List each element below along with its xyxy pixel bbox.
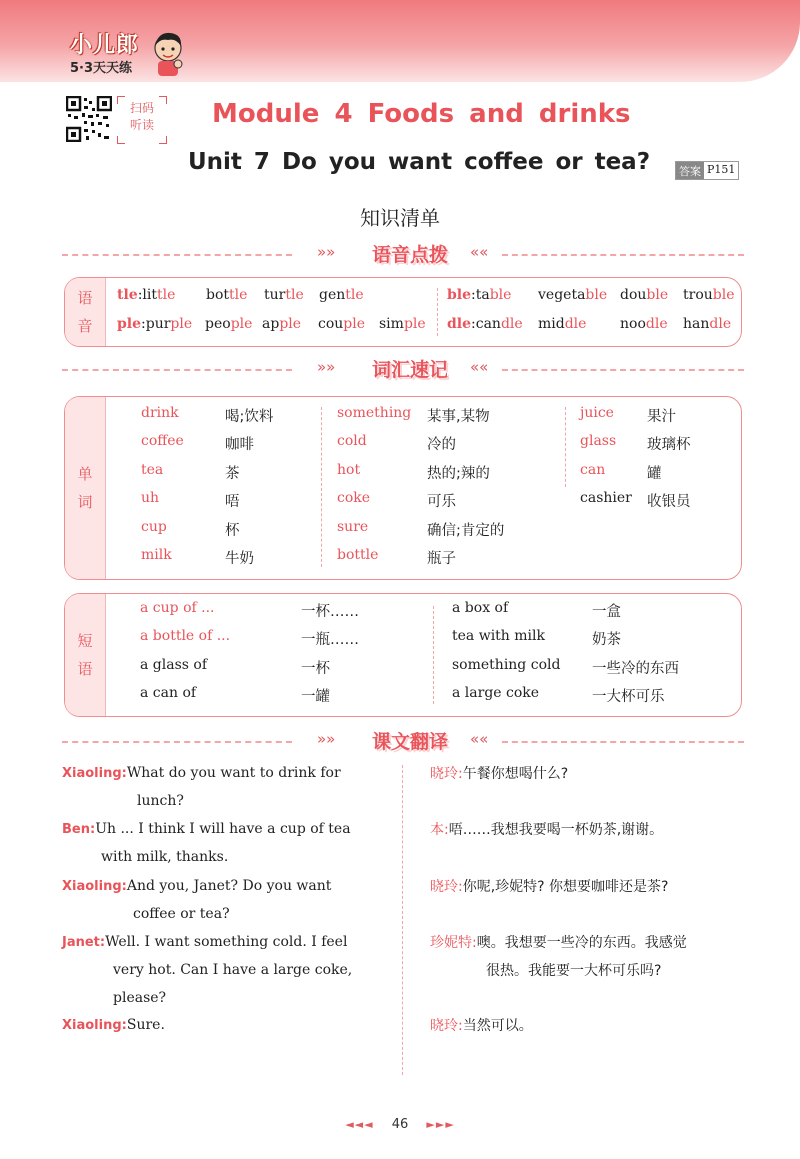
translation-divider: [62, 727, 744, 757]
vocab-word: can: [580, 461, 606, 478]
mascot-boy-icon: [148, 28, 188, 78]
dialogue-line-chinese: 本:唔……我想我要喝一杯奶茶,谢谢。: [430, 822, 664, 838]
phonics-word: gentle: [319, 287, 364, 303]
tab-char: 短: [77, 632, 93, 650]
vocab-word: glass: [580, 433, 617, 450]
section-title: 知识清单: [360, 206, 440, 230]
dialogue-text: 唔……我想我要喝一杯奶茶,谢谢。: [448, 822, 664, 838]
vocab-meaning: 茶: [225, 465, 240, 482]
speaker-name: Xiaoling: [62, 879, 122, 894]
dialogue-line-chinese: 很热。我能要一大杯可乐吗?: [486, 963, 662, 979]
phonics-rule-tle: tle:little: [117, 287, 176, 303]
phrase-chinese: 一些冷的东西: [592, 660, 679, 677]
vocab-meaning: 热的;辣的: [427, 465, 490, 482]
dialogue-text: 噢。我想要一些冷的东西。我感觉: [476, 935, 687, 951]
phrase-chinese: 奶茶: [592, 632, 621, 649]
vocab-meaning: 喝;饮料: [225, 409, 274, 425]
phrase-english: a cup of ...: [140, 600, 215, 616]
speaker-name: Xiaoling: [62, 1018, 122, 1033]
brand-logo: [70, 28, 139, 76]
scan-to-listen-label[interactable]: [117, 96, 167, 144]
phrase-english: a large coke: [452, 685, 540, 702]
answer-page: P151: [707, 163, 736, 176]
vocab-word: cup: [141, 518, 167, 535]
dialogue-text: Sure.: [126, 1017, 165, 1033]
phonics-word: simple: [379, 316, 426, 332]
vocab-meaning: 牛奶: [225, 551, 254, 567]
dialogue-line-english: coffee or tea?: [133, 906, 230, 922]
dialogue-line-english: Xiaoling:What do you want to drink for: [62, 765, 341, 781]
tab-char: 语: [77, 289, 93, 307]
phonics-panel: [64, 277, 742, 347]
speaker-name: 晓玲: [430, 1018, 458, 1034]
phonics-rule-dle: dle:candle: [447, 316, 523, 332]
vocab-meaning: 可乐: [427, 494, 456, 511]
vocab-meaning: 罐: [647, 465, 662, 482]
phonics-word: trouble: [683, 287, 735, 303]
vocab-meaning: 玻璃杯: [647, 437, 691, 454]
dialogue-text: What do you want to drink for: [126, 765, 341, 781]
vocab-word: drink: [141, 405, 179, 421]
vocab-divider: [62, 355, 744, 385]
phrase-english: a box of: [452, 600, 509, 616]
tab-char: 单: [77, 465, 93, 483]
logo-subtitle: 5·3天天练: [70, 61, 133, 76]
phonics-rule-ble: ble:table: [447, 287, 512, 303]
speaker-name: Janet: [62, 935, 100, 950]
dialogue-line-english: Xiaoling:Sure.: [62, 1017, 165, 1033]
vocab-word: tea: [141, 461, 164, 478]
dialogue-line-english: please?: [113, 990, 167, 1006]
vocab-meaning: 收银员: [647, 494, 691, 511]
dialogue-line-english: with milk, thanks.: [101, 849, 229, 865]
dialogue-line-english: Xiaoling:And you, Janet? Do you want: [62, 878, 332, 894]
dialogue-text: Uh ... I think I will have a cup of tea: [95, 821, 351, 837]
phrase-english: a bottle of ...: [140, 628, 231, 645]
listen-text: 听读: [129, 118, 154, 132]
phonics-divider: [62, 240, 744, 270]
double-arrow-right-icon: »»: [317, 730, 336, 748]
phonics-word: people: [205, 316, 253, 332]
vocab-word: sure: [337, 518, 369, 535]
double-arrow-right-icon: »»: [317, 358, 336, 376]
dialogue-line-chinese: 晓玲:午餐你想喝什么?: [430, 766, 569, 782]
dialogue-text: 你呢,珍妮特? 你想要咖啡还是茶?: [462, 879, 669, 895]
qr-code-icon[interactable]: [66, 96, 112, 142]
speaker-name: 晓玲: [430, 879, 458, 895]
phonics-word: middle: [538, 316, 587, 332]
dialogue-line-english: very hot. Can I have a large coke,: [113, 962, 353, 978]
phonics-word: double: [620, 287, 669, 303]
answer-reference: [675, 161, 739, 180]
vocab-word: milk: [141, 547, 172, 563]
phrase-chinese: 一杯……: [301, 604, 359, 620]
phrase-chinese: 一杯: [301, 660, 330, 677]
speaker-name: 本: [430, 822, 444, 838]
double-arrow-right-icon: »»: [317, 243, 336, 261]
phrases-tab: [65, 594, 106, 716]
vocab-meaning: 咖啡: [225, 437, 254, 454]
vocab-meaning: 唔: [225, 494, 240, 511]
module-title: Module 4 Foods and drinks: [212, 99, 631, 129]
vocab-word: bottle: [337, 547, 379, 563]
speaker-name: 珍妮特: [430, 935, 472, 951]
dialogue-line-chinese: 珍妮特:噢。我想要一些冷的东西。我感觉: [430, 935, 687, 951]
phonics-heading: 语音点拨: [371, 244, 448, 266]
dialogue-line-english: Ben:Uh ... I think I will have a cup of tea: [62, 821, 351, 837]
vocab-heading: 词汇速记: [371, 359, 448, 381]
double-arrow-left-icon: ««: [470, 358, 489, 376]
phrases-panel: [64, 593, 742, 717]
phonics-tab: [65, 278, 106, 346]
vocab-word: uh: [141, 490, 160, 507]
vocab-meaning: 果汁: [647, 409, 676, 425]
double-arrow-left-icon: ««: [470, 243, 489, 261]
phrase-english: tea with milk: [452, 628, 545, 645]
page-footer: [0, 1117, 800, 1132]
page-number: 46: [391, 1117, 409, 1132]
vocab-meaning: 冷的: [427, 437, 456, 454]
phonics-rule-ple: ple:purple: [117, 316, 193, 332]
phrase-chinese: 一大杯可乐: [592, 689, 665, 706]
phrase-chinese: 一罐: [301, 689, 330, 706]
phonics-word: vegetable: [538, 287, 608, 303]
dialogue-text: And you, Janet? Do you want: [126, 878, 332, 894]
vocab-word: cold: [337, 433, 367, 450]
double-arrow-left-icon: ««: [470, 730, 489, 748]
speaker-name: 晓玲: [430, 766, 458, 782]
vocab-word: juice: [580, 405, 614, 421]
vocab-word: coke: [337, 490, 371, 507]
translation-divider-line: [402, 765, 403, 1075]
words-panel: [64, 396, 742, 580]
vocab-meaning: 确信;肯定的: [427, 522, 505, 539]
phrase-chinese: 一瓶……: [301, 632, 359, 649]
speaker-name: Xiaoling: [62, 766, 122, 781]
phonics-word: turtle: [264, 287, 304, 303]
vocab-word: coffee: [141, 433, 184, 450]
phonics-word: handle: [683, 316, 732, 332]
phrase-english: a glass of: [140, 656, 208, 673]
words-tab: [65, 397, 106, 579]
scan-text: 扫码: [129, 101, 154, 115]
phrase-english: a can of: [140, 685, 197, 702]
dialogue-line-chinese: 晓玲:你呢,珍妮特? 你想要咖啡还是茶?: [430, 879, 669, 895]
dialogue-line-english: lunch?: [137, 793, 184, 809]
vocab-meaning: 杯: [225, 522, 240, 539]
phrase-english: something cold: [452, 656, 561, 673]
speaker-name: Ben: [62, 822, 90, 837]
dialogue-text: 当然可以。: [462, 1018, 533, 1034]
vocab-word: hot: [337, 461, 361, 478]
dialogue-text: 午餐你想喝什么?: [462, 766, 569, 782]
translation-heading: 课文翻译: [371, 731, 448, 753]
phonics-word: bottle: [206, 287, 248, 303]
vocab-meaning: 瓶子: [427, 551, 456, 567]
vocab-word: cashier: [580, 490, 632, 507]
tab-char: 语: [77, 660, 93, 678]
tab-char: 音: [77, 317, 93, 335]
unit-title: Unit 7 Do you want coffee or tea?: [188, 149, 651, 175]
next-arrows-icon: ►►►: [426, 1118, 455, 1131]
dialogue-text: Well. I want something cold. I feel: [105, 934, 348, 950]
answer-label: 答案: [676, 162, 704, 179]
dialogue-line-english: Janet:Well. I want something cold. I feel: [62, 934, 348, 950]
dialogue-line-chinese: 晓玲:当然可以。: [430, 1018, 533, 1034]
vocab-word: something: [337, 405, 412, 421]
phonics-word: couple: [318, 316, 366, 332]
phonics-word: apple: [262, 316, 302, 332]
tab-char: 词: [77, 493, 93, 511]
phonics-word: noodle: [620, 316, 668, 332]
logo-title: 小儿郎: [70, 33, 140, 58]
phrase-chinese: 一盒: [592, 604, 621, 620]
vocab-meaning: 某事,某物: [427, 409, 490, 425]
prev-arrows-icon: ◄◄◄: [345, 1118, 374, 1131]
